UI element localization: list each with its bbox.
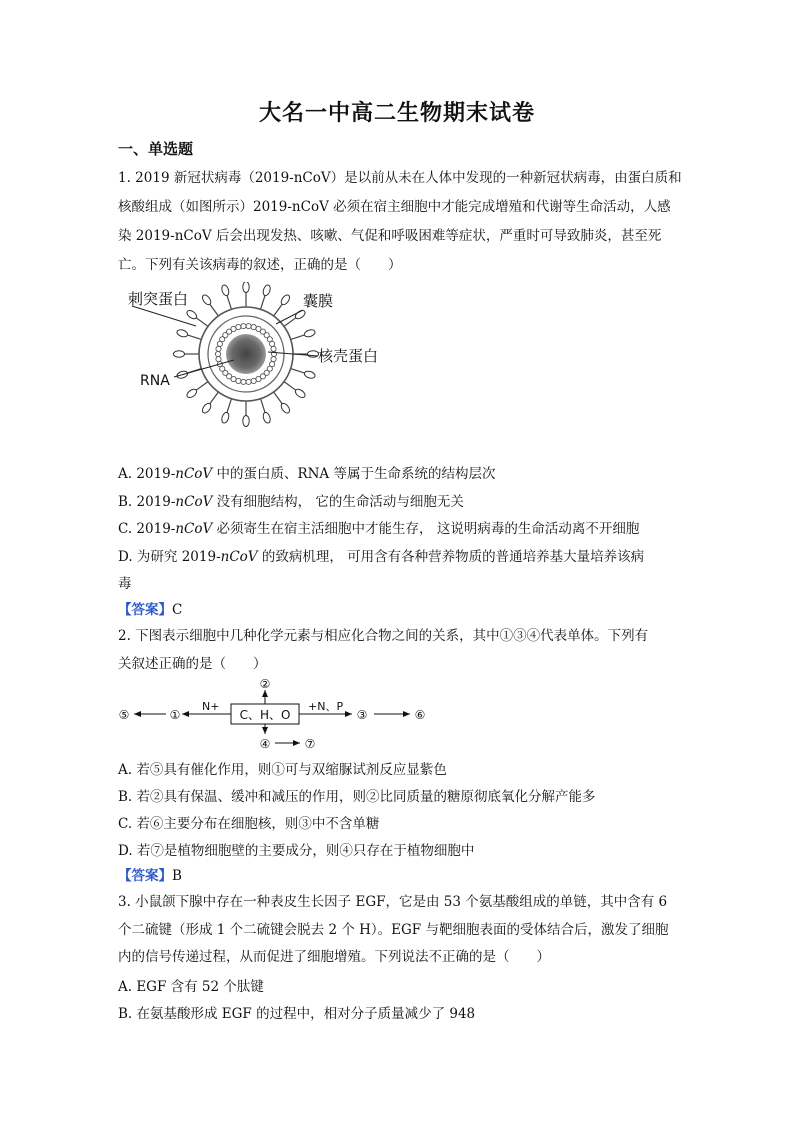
capsid-bead — [216, 357, 221, 362]
section-heading: 一、单选题 — [118, 140, 194, 158]
rna-core — [226, 334, 266, 374]
q1-stem-line-2: 核酸组成（如图所示）2019-nCoV 必须在宿主细胞中才能完成增殖和代谢等生命活动，人感 — [118, 199, 671, 215]
spike-stalk — [274, 304, 283, 316]
node-4: ④ — [259, 737, 271, 751]
q2-option-b: B. 若②具有保温、缓冲和减压的作用，则②比同质量的糖原彻底氧化分解产能多 — [118, 789, 596, 805]
spike-stalk — [291, 335, 305, 340]
spike-head — [221, 412, 230, 424]
label-n: N+ — [202, 700, 220, 713]
spike-head — [280, 402, 292, 415]
spike-head — [201, 293, 213, 306]
spike-stalk — [196, 318, 208, 327]
q1-option-b: B. 2019-nCoV 没有细胞结构， 它的生命活动与细胞无关 — [118, 494, 464, 510]
spike-head — [174, 351, 185, 357]
q2-answer: 【答案】B — [118, 868, 182, 884]
spike-stalk — [210, 304, 219, 316]
q3-option-b: B. 在氨基酸形成 EGF 的过程中，相对分子质量减少了 948 — [118, 1006, 476, 1022]
capsid-bead — [236, 324, 241, 329]
q2-option-d: D. 若⑦是植物细胞壁的主要成分，则④只存在于植物细胞中 — [118, 843, 475, 859]
q2-stem-line-1: 2. 下图表示细胞中几种化学元素与相应化合物之间的关系，其中①③④代表单体。下列有 — [118, 628, 649, 644]
q1-option-a: A. 2019-nCoV 中的蛋白质、RNA 等属于生命系统的结构层次 — [118, 466, 496, 482]
q1-stem-line-4: 亡。下列有关该病毒的叙述，正确的是（ ） — [118, 257, 402, 273]
q1-stem-line-1: 1. 2019 新冠状病毒（2019-nCoV）是以前从未在人体中发现的一种新冠状病毒，由蛋白质和 — [118, 170, 682, 186]
q1-answer: 【答案】C — [118, 602, 183, 618]
capsid-bead — [271, 346, 276, 351]
element-compound-diagram — [112, 676, 442, 754]
capsid-bead — [246, 324, 251, 329]
capsid-bead — [241, 379, 246, 384]
spike-head — [262, 284, 271, 296]
spike-head — [304, 370, 316, 379]
spike-head — [221, 284, 230, 296]
spike-head — [243, 282, 249, 293]
spike-head — [243, 416, 249, 427]
capsid-bead — [270, 341, 275, 346]
capsid-bead — [271, 357, 276, 362]
spike-stalk — [196, 382, 208, 391]
q2-option-a: A. 若⑤具有催化作用，则①可与双缩脲试剂反应显紫色 — [118, 762, 447, 778]
label-np: +N、P — [308, 700, 344, 713]
rna-label: RNA — [140, 373, 170, 389]
q2-option-c: C. 若⑥主要分布在细胞核，则③中不含单糖 — [118, 816, 380, 832]
node-2: ② — [259, 677, 271, 691]
spike-head — [262, 412, 271, 424]
spike-stalk — [227, 399, 232, 413]
spike-stalk — [210, 392, 219, 404]
spike-head — [304, 329, 316, 338]
capsid-bead — [241, 324, 246, 329]
node-1: ① — [169, 708, 181, 722]
q1-option-d-cont: 毒 — [118, 576, 132, 592]
q3-stem-line-3: 内的信号传递过程，从而促进了细胞增殖。下列说法不正确的是（ ） — [118, 949, 550, 965]
node-7: ⑦ — [304, 737, 316, 751]
q3-stem-line-1: 3. 小鼠颌下腺中存在一种表皮生长因子 EGF，它是由 53 个氨基酸组成的单链，其中含有 6 — [118, 894, 668, 910]
q1-stem-line-3: 染 2019-nCoV 后会出现发热、咳嗽、气促和呼吸困难等症状，严重时可导致肺炎，甚至死 — [118, 228, 662, 244]
q3-option-a: A. EGF 含有 52 个肽键 — [118, 979, 264, 995]
spike-head — [176, 329, 188, 338]
node-3: ③ — [356, 708, 368, 722]
capsid-bead — [216, 346, 221, 351]
page-title: 大名一中高二生物期末试卷 — [258, 101, 535, 126]
spike-stalk — [187, 335, 201, 340]
spike-head — [294, 309, 307, 321]
spike-stalk — [291, 369, 305, 374]
spike-head — [201, 402, 213, 415]
capsid-bead — [246, 379, 251, 384]
spike-head — [185, 388, 198, 400]
spike-stalk — [227, 295, 232, 309]
q1-option-c: C. 2019-nCoV 必须寄生在宿主活细胞中才能生存， 这说明病毒的生命活动离不开细胞 — [118, 521, 640, 537]
capsid-bead — [251, 378, 256, 383]
spike-stalk — [261, 295, 266, 309]
spike-leader-line — [132, 306, 196, 326]
virus-figure — [118, 282, 398, 432]
q2-stem-line-2: 关叙述正确的是（ ） — [118, 656, 267, 672]
node-5: ⑤ — [118, 708, 130, 722]
spike-label: 刺突蛋白 — [128, 290, 189, 308]
spike-head — [294, 388, 307, 400]
spike-head — [280, 293, 292, 306]
capsid-bead — [215, 351, 220, 356]
spike-stalk — [261, 399, 266, 413]
capsid-label: 核壳蛋白 — [318, 347, 379, 365]
q1-option-d: D. 为研究 2019-nCoV 的致病机理， 可用含有各种营养物质的普通培养基大量培养该病 — [118, 549, 645, 565]
spike-stalk — [284, 382, 296, 391]
node-6: ⑥ — [414, 708, 426, 722]
spike-head — [185, 309, 198, 321]
spike-stalk — [274, 392, 283, 404]
center-label: C、H、O — [239, 708, 291, 722]
envelope-label: 囊膜 — [303, 292, 334, 310]
q3-stem-line-2: 个二硫键（形成 1 个二硫键会脱去 2 个 H）。EGF 与靶细胞表面的受体结合后，激发了细胞 — [118, 922, 669, 938]
